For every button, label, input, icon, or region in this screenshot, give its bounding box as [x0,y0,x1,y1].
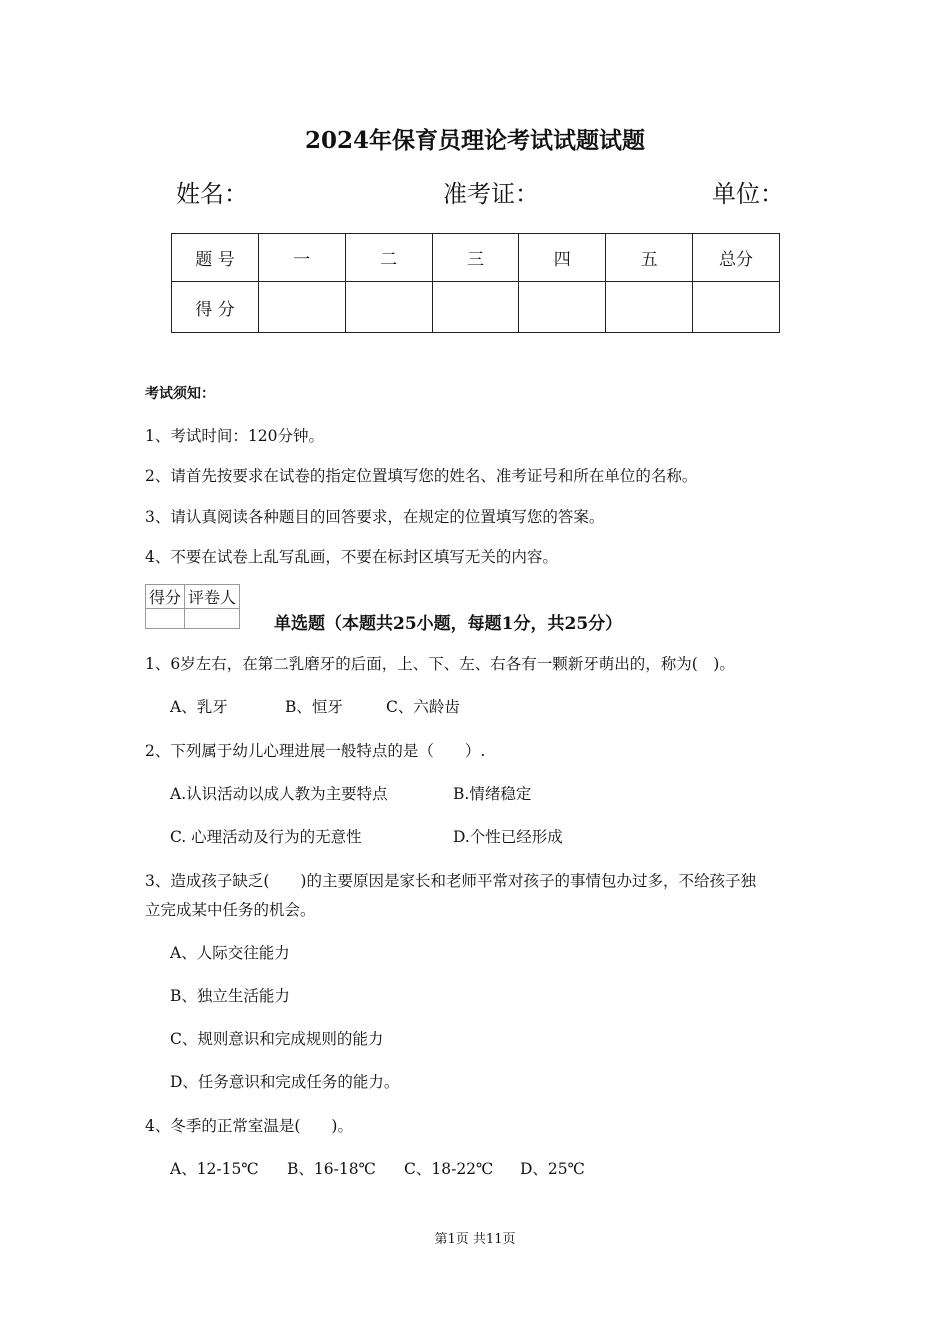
score-cell [258,282,345,333]
grader-score-label: 得分 [146,585,185,609]
question-3-stem-continued: 立完成某中任务的机会。 [145,901,316,919]
question-3-stem: 3、造成孩子缺乏( )的主要原因是家长和老师平常对孩子的事情包办过多，不给孩子独 [145,872,756,890]
exam-id-field-label: 准考证： [443,180,539,208]
score-table-header-row [172,234,780,282]
grader-box [145,584,240,629]
question-3-option: B、独立生活能力 [170,987,290,1005]
notice-item: 2、请首先按要求在试卷的指定位置填写您的姓名、准考证号和所在单位的名称。 [145,467,698,485]
score-cell [693,282,780,333]
question-1-stem: 1、6岁左右，在第二乳磨牙的后面，上、下、左、右各有一颗新牙萌出的，称为( )。 [145,655,735,673]
question-2-option: C. 心理活动及行为的无意性 [170,828,362,846]
question-1-option: B、恒牙 [285,698,343,716]
unit-field-label: 单位： [712,180,784,208]
header-cell: 三 [432,234,519,282]
question-4-option: A、12-15℃ [170,1160,259,1178]
grader-name-label: 评卷人 [185,585,240,609]
question-2-option: D.个性已经形成 [453,828,563,846]
score-row-label: 得 分 [172,282,259,333]
notice-item: 4、不要在试卷上乱写乱画，不要在标封区填写无关的内容。 [145,548,558,566]
question-3-option: C、规则意识和完成规则的能力 [170,1030,384,1048]
notice-item: 1、考试时间：120分钟。 [145,427,324,445]
question-2-option: B.情绪稳定 [453,785,532,803]
page-footer: 第1页 共11页 [434,1232,516,1247]
grader-name-cell [185,609,240,629]
header-cell: 五 [606,234,693,282]
notice-heading: 考试须知： [145,386,215,402]
score-cell [519,282,606,333]
score-cell [432,282,519,333]
question-4-stem: 4、冬季的正常室温是( )。 [145,1117,353,1135]
question-4-option: D、25℃ [520,1160,585,1178]
question-4-option: C、18-22℃ [404,1160,494,1178]
question-2-stem: 2、下列属于幼儿心理进展一般特点的是（ ）. [145,742,486,760]
question-1-option: C、六龄齿 [386,698,460,716]
question-3-option: A、人际交往能力 [170,944,290,962]
section-heading: 单选题（本题共25小题，每题1分，共25分） [274,614,623,634]
score-table [171,233,780,333]
question-4-option: B、16-18℃ [287,1160,376,1178]
exam-title: 2024年保育员理论考试试题试题 [304,127,645,154]
header-cell: 一 [258,234,345,282]
header-cell: 总分 [693,234,780,282]
header-cell: 题 号 [172,234,259,282]
notice-item: 3、请认真阅读各种题目的回答要求，在规定的位置填写您的答案。 [145,508,605,526]
question-1-option: A、乳牙 [170,698,228,716]
grader-score-cell [146,609,185,629]
question-2-option: A.认识活动以成人教为主要特点 [170,785,388,803]
header-cell: 四 [519,234,606,282]
question-3-option: D、任务意识和完成任务的能力。 [170,1073,400,1091]
score-cell [345,282,432,333]
score-cell [606,282,693,333]
name-field-label: 姓名： [176,180,248,208]
score-table-score-row [172,282,780,333]
header-cell: 二 [345,234,432,282]
